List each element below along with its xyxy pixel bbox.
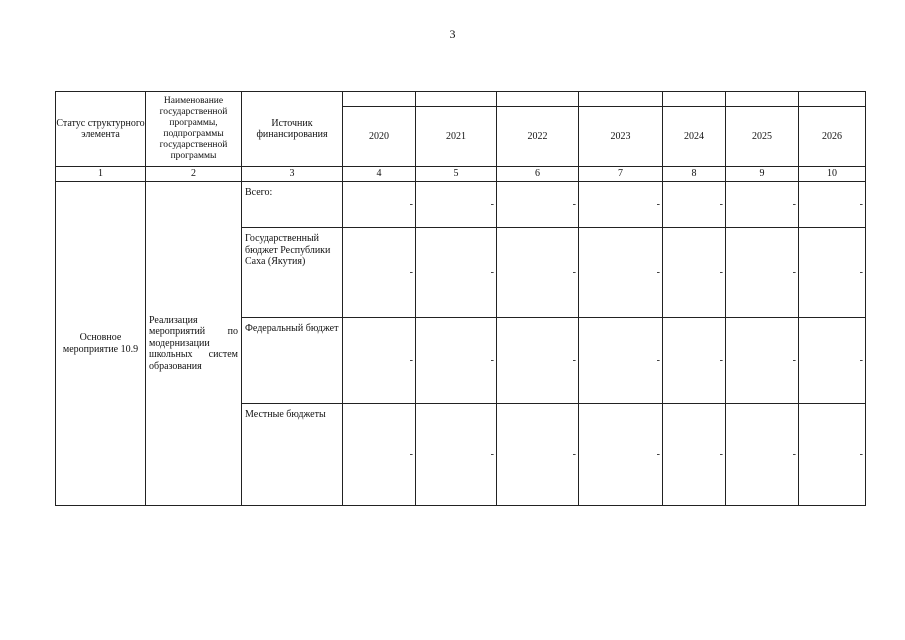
value-cell: - [799,318,866,404]
header-year: 2026 [799,107,866,167]
header-blank-cell [663,92,726,107]
value-cell: - [799,182,866,228]
header-blank-cell [726,92,799,107]
value-cell: - [497,228,579,318]
source-cell: Государственный бюджет Республики Саха (Якутия) [242,228,343,318]
header-blank-cell [343,92,416,107]
table-row [56,182,866,228]
header-year: 2023 [579,107,663,167]
header-blank-cell [497,92,579,107]
column-number: 8 [663,167,726,182]
value-cell: - [663,404,726,506]
value-cell: - [579,228,663,318]
value-cell: - [726,182,799,228]
value-cell: - [497,404,579,506]
value-cell: - [579,318,663,404]
header-status: Статус структурного элемента [56,92,146,167]
value-cell: - [799,228,866,318]
value-cell: - [416,228,497,318]
value-cell: - [726,228,799,318]
header-blank-cell [799,92,866,107]
value-cell: - [663,228,726,318]
status-cell: Основное мероприятие 10.9 [56,182,146,506]
value-cell: - [663,182,726,228]
source-cell: Федеральный бюджет [242,318,343,404]
value-cell: - [343,228,416,318]
column-number: 6 [497,167,579,182]
column-number: 7 [579,167,663,182]
column-number: 10 [799,167,866,182]
value-cell: - [799,404,866,506]
value-cell: - [579,182,663,228]
source-cell: Всего: [242,182,343,228]
header-name: Наименование государственной программы, подпрограммы государственной программы [146,92,242,167]
header-year: 2020 [343,107,416,167]
value-cell: - [663,318,726,404]
value-cell: - [343,318,416,404]
value-cell: - [497,182,579,228]
value-cell: - [726,404,799,506]
value-cell: - [579,404,663,506]
value-cell: - [726,318,799,404]
header-year: 2025 [726,107,799,167]
financing-table [55,91,866,506]
value-cell: - [497,318,579,404]
column-number: 2 [146,167,242,182]
header-blank-cell [416,92,497,107]
value-cell: - [343,182,416,228]
header-year: 2021 [416,107,497,167]
name-cell: Реализация мероприятий по модернизации школьных систем образования [146,182,242,506]
value-cell: - [343,404,416,506]
header-year: 2022 [497,107,579,167]
value-cell: - [416,318,497,404]
column-number: 1 [56,167,146,182]
header-blank-cell [579,92,663,107]
column-number: 9 [726,167,799,182]
source-cell: Местные бюджеты [242,404,343,506]
header-year: 2024 [663,107,726,167]
column-number: 5 [416,167,497,182]
column-number: 4 [343,167,416,182]
page-number: 3 [449,27,456,41]
column-number: 3 [242,167,343,182]
value-cell: - [416,404,497,506]
value-cell: - [416,182,497,228]
header-source: Источник финансирования [242,92,343,167]
